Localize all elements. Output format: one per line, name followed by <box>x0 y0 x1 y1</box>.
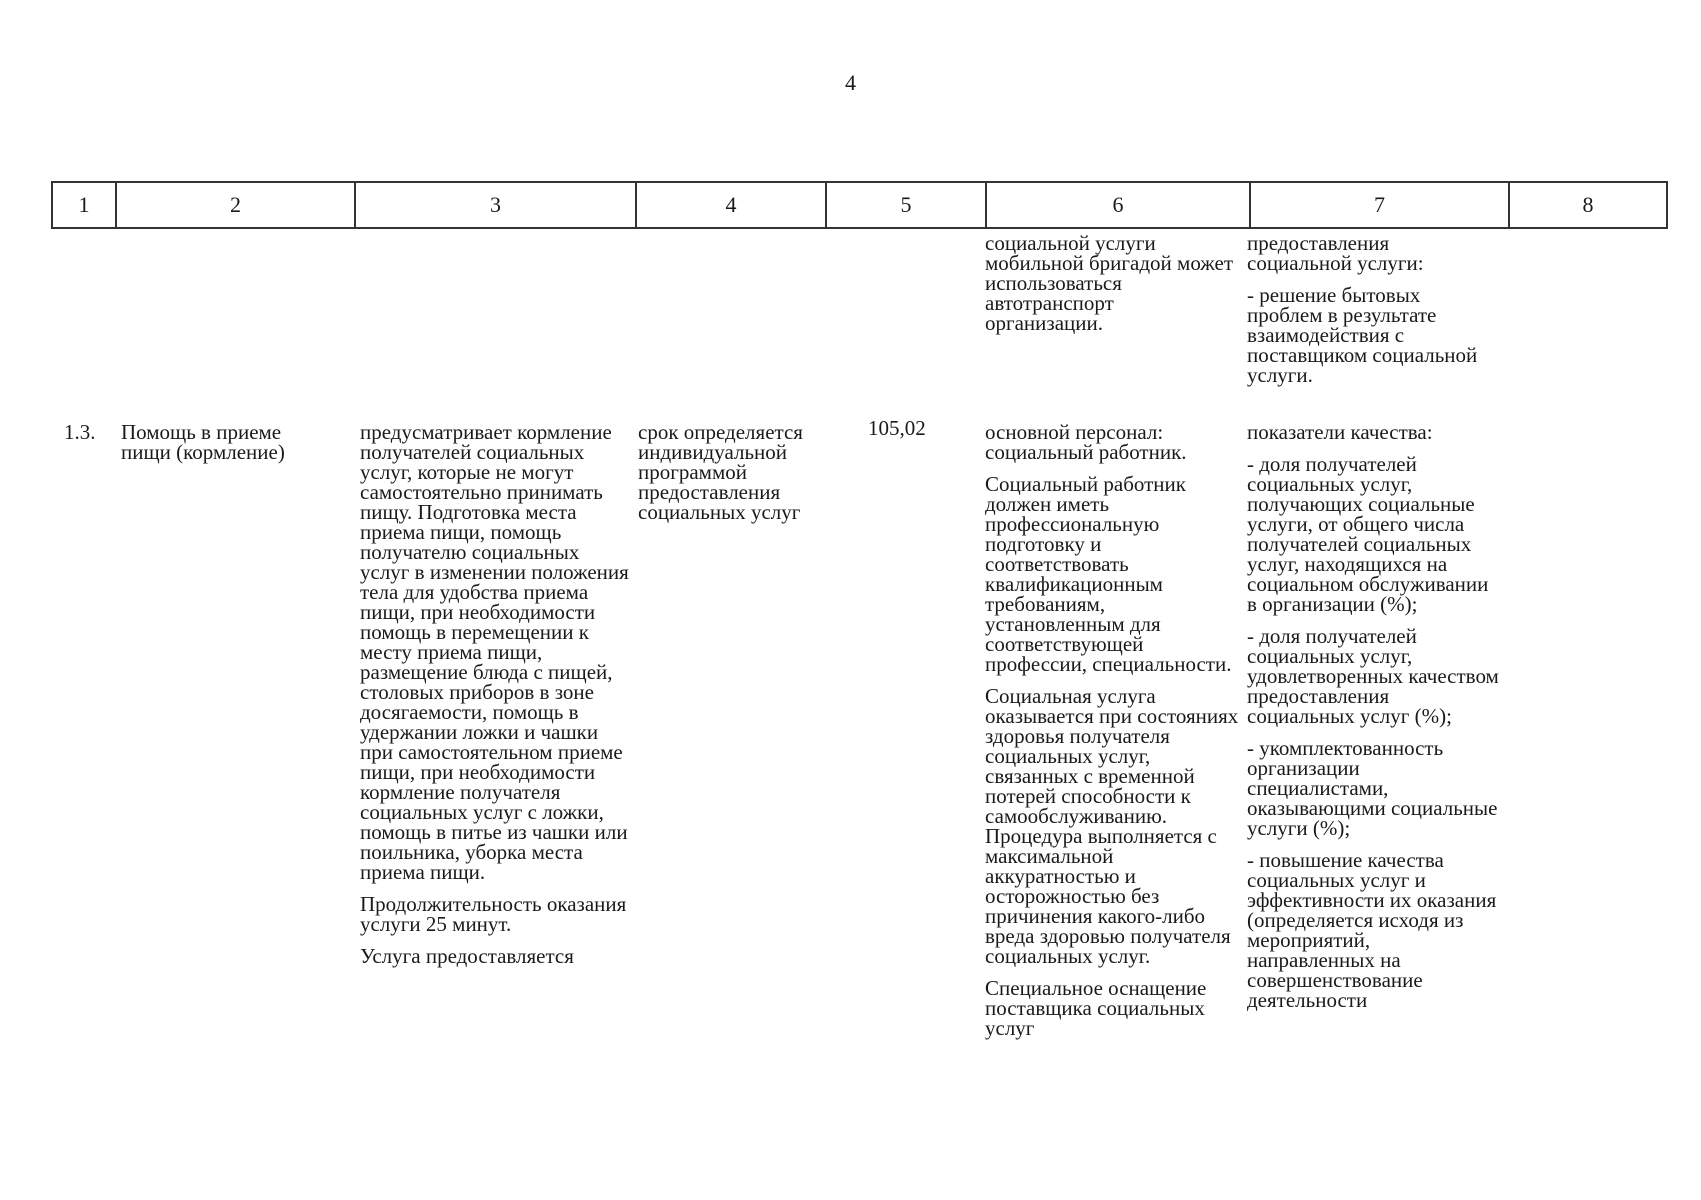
description-text-2: Продолжительность оказания услуги 25 минут. <box>360 892 627 936</box>
header-col-6: 6 <box>986 182 1250 228</box>
header-col-8: 8 <box>1509 182 1667 228</box>
service-price: 105,02 <box>868 416 926 440</box>
service-name-text: Помощь в приеме пищи (кормление) <box>121 420 285 464</box>
header-col-3: 3 <box>355 182 636 228</box>
service-description <box>360 422 630 978</box>
header-col-2: 2 <box>116 182 355 228</box>
quality-text-5: - повышение качества социальных услуг и эффективности их оказания (определяется исходя из мероприятий, направленных на совершенствование деятельности <box>1247 848 1497 1012</box>
conditions-text-3: Социальная услуга оказывается при состояниях здоровья получателя социальных услуг, связанных с временной потерей способности к самообслуживанию. Процедура выполняется с максимальной аккуратностью и осторожностью без причинения какого-либо вреда здоровью получателя социальных услуг. <box>985 684 1239 968</box>
header-col-5: 5 <box>826 182 986 228</box>
column-header-table <box>51 181 1668 229</box>
term-text: срок определяется индивидуальной программой предоставления социальных услуг <box>638 420 803 524</box>
service-term <box>638 422 818 534</box>
conditions-text-4: Специальное оснащение поставщика социальных услуг <box>985 976 1207 1040</box>
description-text-3: Услуга предоставляется <box>360 944 574 968</box>
quality-indicators <box>1247 422 1502 1022</box>
continuation-col7-text-2: - решение бытовых проблем в результате взаимодействия с поставщиком социальной услуги. <box>1247 283 1478 387</box>
conditions-text-2: Социальный работник должен иметь профессиональную подготовку и соответствовать квалификационным требованиям, установленным для соответствующей профессии, специальности. <box>985 472 1232 676</box>
header-col-1: 1 <box>52 182 116 228</box>
quality-text-3: - доля получателей социальных услуг, удовлетворенных качеством предоставления социальных услуг (%); <box>1247 624 1499 728</box>
service-conditions <box>985 422 1240 1050</box>
quality-text-2: - доля получателей социальных услуг, получающих социальные услуги, от общего числа получателей социальных услуг, находящихся на социальном обслуживании в организации (%); <box>1247 452 1489 616</box>
continuation-col-6 <box>985 233 1235 345</box>
page-number: 4 <box>845 70 856 95</box>
service-name <box>121 422 326 474</box>
header-col-7: 7 <box>1250 182 1509 228</box>
quality-text-1: показатели качества: <box>1247 420 1433 444</box>
conditions-text-1: основной персонал: социальный работник. <box>985 420 1187 464</box>
continuation-col7-text-1: предоставления социальной услуги: <box>1247 231 1424 275</box>
header-col-4: 4 <box>636 182 826 228</box>
continuation-col6-text: социальной услуги мобильной бригадой может использоваться автотранспорт организации. <box>985 231 1234 335</box>
continuation-col-7 <box>1247 233 1497 397</box>
row-number: 1.3. <box>64 420 96 444</box>
description-text-1: предусматривает кормление получателей социальных услуг, которые не могут самостоятельно принимать пищу. Подготовка места приема пищи, помощь получателю социальных услуг в изменении положения тела для удобства приема пищи, при необходимости помощь в перемещении к месту приема пищи, размещение блюда с пищей, столовых приборов в зоне досягаемости, помощь в удержании ложки и чашки при самостоятельном приеме пищи, при необходимости кормление получателя социальных услуг с ложки, помощь в питье из чашки или поильника, уборка места приема пищи. <box>360 420 629 884</box>
quality-text-4: - укомплектованность организации специалистами, оказывающими социальные услуги (%); <box>1247 736 1498 840</box>
